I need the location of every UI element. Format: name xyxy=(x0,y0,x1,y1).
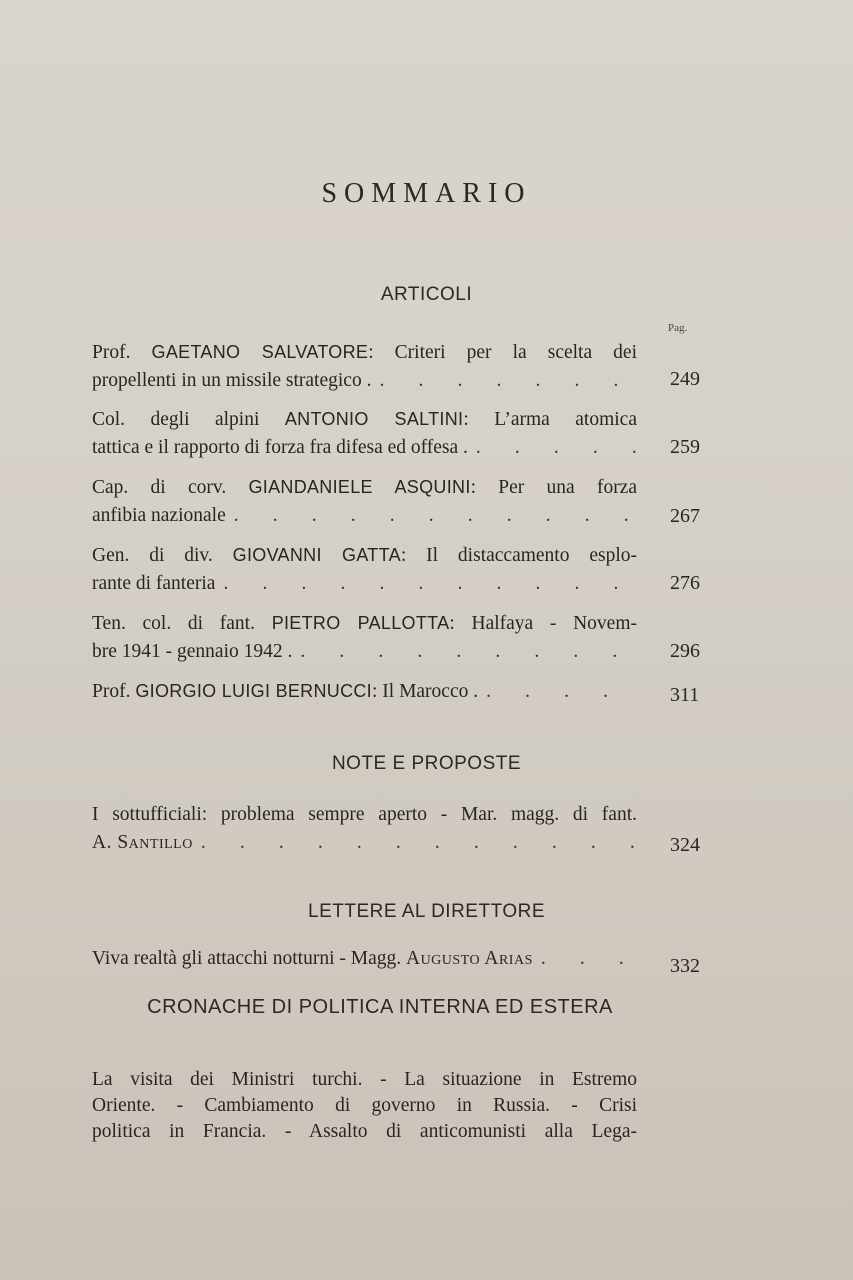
page-number: 324 xyxy=(670,834,700,856)
article-title: : Il Marocco . xyxy=(371,681,479,702)
page-number: 276 xyxy=(670,572,700,594)
letter-author: Augusto Arias xyxy=(405,948,533,969)
article-title: : Criteri per la scelta dei xyxy=(368,342,637,363)
author-prefix: Ten. col. di fant. xyxy=(92,613,255,634)
author-name: GIOVANNI GATTA xyxy=(232,545,401,565)
page-number: 311 xyxy=(670,684,700,706)
author-prefix: Cap. di corv. xyxy=(92,477,227,498)
cronache-line: Oriente. - Cambiamento di governo in Russia. - Crisi xyxy=(92,1095,637,1116)
article-title-cont: propellenti in un missile strategico . xyxy=(92,370,372,391)
article-title-cont: rante di fanteria xyxy=(92,573,216,594)
section-heading-articoli: ARTICOLI xyxy=(380,284,473,305)
article-title-cont: bre 1941 - gennaio 1942 . xyxy=(92,641,293,662)
author-name: GIANDANIELE ASQUINI xyxy=(248,477,471,497)
page-title: SOMMARIO xyxy=(321,178,532,209)
leader-dots xyxy=(201,829,637,857)
article-title: : L’arma atomica xyxy=(463,409,637,430)
article-title: : Halfaya - Novem- xyxy=(449,613,638,634)
section-heading-note: NOTE E PROPOSTE xyxy=(331,753,522,774)
toc-entry-article xyxy=(92,405,637,462)
article-title-cont: tattica e il rapporto di forza fra difesa ed offesa . xyxy=(92,437,468,458)
author-prefix: Col. degli alpini xyxy=(92,409,260,430)
page-number: 332 xyxy=(670,955,700,977)
cronache-line: La visita dei Ministri turchi. - La situazione in Estremo xyxy=(92,1069,637,1090)
toc-entry-letter xyxy=(92,945,637,973)
author-name: GAETANO SALVATORE xyxy=(151,342,369,362)
leader-dots xyxy=(234,502,637,530)
toc-entry-article xyxy=(92,473,637,530)
page-number: 267 xyxy=(670,505,700,527)
section-heading-lettere: LETTERE AL DIRETTORE xyxy=(308,901,545,922)
page-number: 259 xyxy=(670,436,700,458)
author-prefix: Gen. di div. xyxy=(92,545,213,566)
note-author: A. Santillo xyxy=(92,832,193,853)
leader-dots xyxy=(476,434,637,462)
toc-entry-article xyxy=(92,541,637,598)
toc-entry-article xyxy=(92,677,637,706)
article-title: : Per una forza xyxy=(470,477,637,498)
toc-entry-cronache xyxy=(92,1067,637,1145)
note-title: I sottufficiali: problema sempre aperto - Mar. magg. di fant. xyxy=(92,804,637,825)
author-prefix: Prof. xyxy=(92,342,131,363)
leader-dots xyxy=(541,945,637,973)
page-number: 249 xyxy=(670,368,700,390)
pag-column-label: Pag. xyxy=(668,322,688,334)
author-name: ANTONIO SALTINI xyxy=(284,409,464,429)
cronache-line: politica in Francia. - Assalto di anticomunisti alla Lega- xyxy=(92,1121,637,1142)
author-prefix: Prof. xyxy=(92,681,131,702)
page-number: 296 xyxy=(670,640,700,662)
author-name: PIETRO PALLOTTA xyxy=(271,613,450,633)
leader-dots xyxy=(300,638,637,666)
toc-entry-article xyxy=(92,338,637,395)
author-name: GIORGIO LUIGI BERNUCCI xyxy=(135,681,372,701)
leader-dots xyxy=(223,570,637,598)
letter-title: Viva realtà gli attacchi notturni - Magg. xyxy=(92,948,402,969)
section-heading-cronache: CRONACHE DI POLITICA INTERNA ED ESTERA xyxy=(147,996,613,1018)
leader-dots xyxy=(486,678,637,706)
article-title-cont: anfibia nazionale xyxy=(92,505,226,526)
article-title: : Il distaccamento esplo- xyxy=(400,545,637,566)
toc-entry-article xyxy=(92,609,637,666)
leader-dots xyxy=(379,367,637,395)
toc-entry-note xyxy=(92,801,637,857)
